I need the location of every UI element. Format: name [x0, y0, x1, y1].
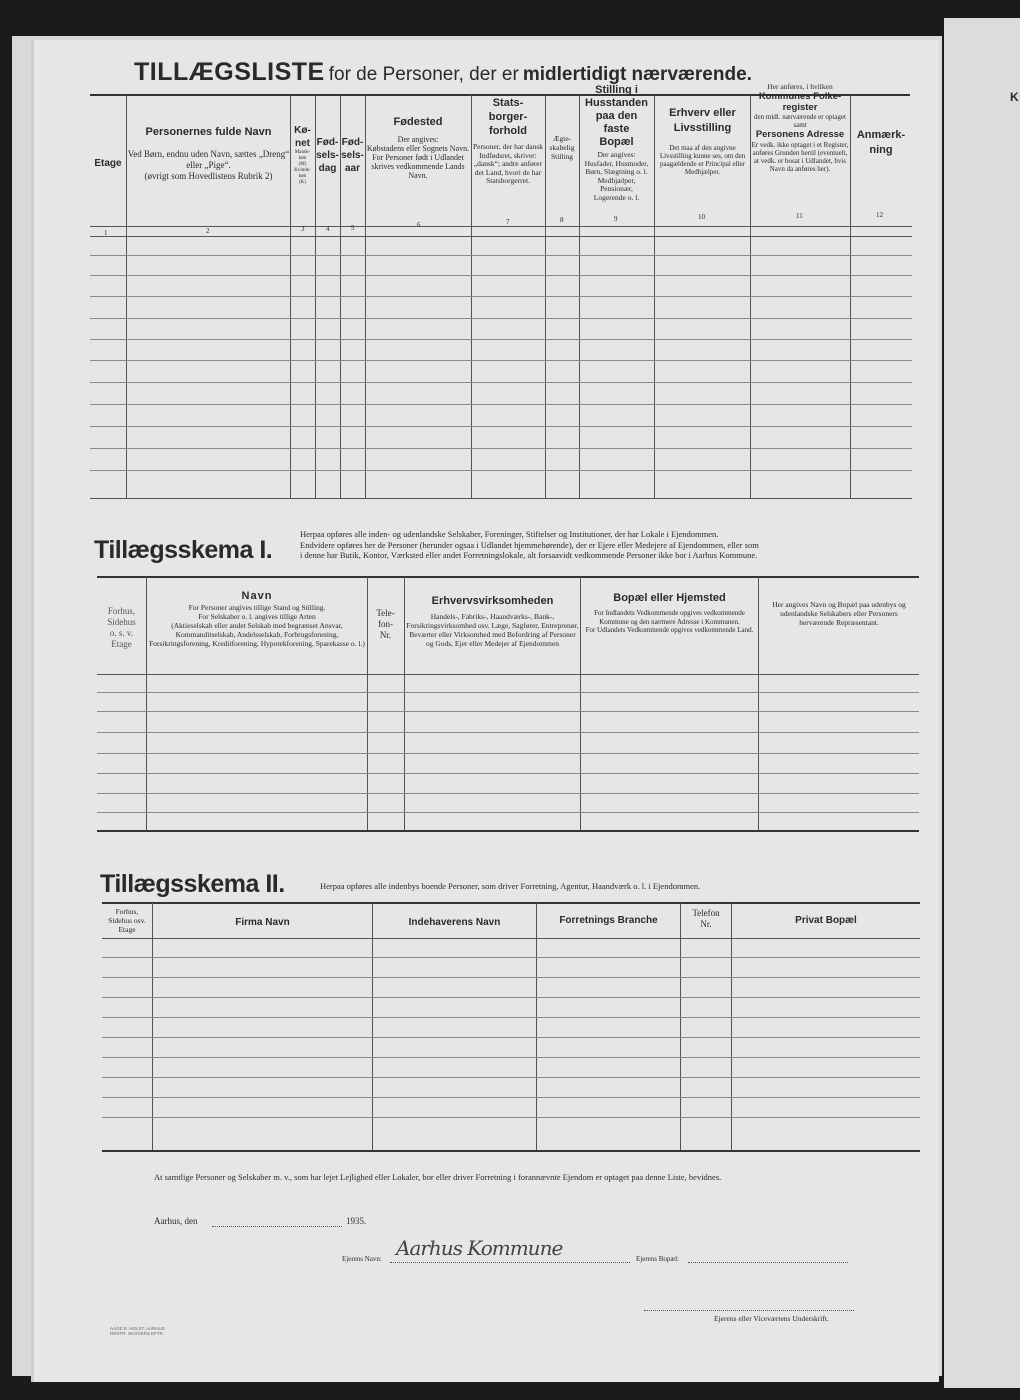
s2-row-line: [102, 997, 920, 998]
s1-col-business-header: [405, 595, 580, 648]
skema1-desc-line1: Herpaa opføres alle inden- og udenlandske Selskaber, Foreninger, Stiftelser og Institutioner, der har Lokale i Ejendommen.: [300, 529, 719, 539]
skema1-header-rule: [97, 674, 919, 675]
col-num: 9: [614, 215, 618, 223]
t1-row-line: [90, 360, 912, 361]
title-bold: TILLÆGSLISTE: [134, 58, 325, 86]
s2-vline: [152, 903, 153, 1150]
owner-name-field: [390, 1262, 630, 1263]
col-citizenship-header: [471, 96, 545, 186]
s1-row-line: [97, 793, 919, 794]
s1-col-representative: Her angives Navn og Bopæl paa udenbys og udenlandske Selskabers eller Personers herværende Repræsentant.: [772, 600, 906, 627]
col-birthplace-title: Fødested: [393, 116, 443, 128]
col-birthplace-sub: Der angives: Købstadens eller Sognets Navn. For Personer født i Udlandet skrives vedkommende Lands Navn.: [366, 135, 470, 180]
place-label: Aarhus, den: [154, 1216, 198, 1226]
skema2-top-rule: [102, 902, 920, 904]
col-sex-header: [290, 124, 315, 186]
s1-row-line: [97, 692, 919, 693]
col-occupation-header: [655, 106, 750, 176]
col-birthyear-title: Fød- sels- aar: [341, 137, 364, 174]
col-remark-title: Anmærk- ning: [856, 129, 906, 156]
s2-row-line: [102, 1057, 920, 1058]
owner-name-label: Ejerens Navn:: [342, 1255, 382, 1263]
col-num: 11: [796, 212, 803, 220]
col-household-header: [579, 84, 654, 202]
t1-row-line: [90, 470, 912, 471]
skema2-bottom-rule: [102, 1150, 920, 1152]
col-etage-title: Etage: [94, 158, 122, 169]
col-citizenship-title: Stats- borger- forhold: [488, 97, 528, 137]
s2-row-line: [102, 957, 920, 958]
s2-col-phone: Telefon Nr.: [692, 908, 720, 929]
col-household-title: Stilling i Husstanden paa den faste Bopæl: [585, 84, 648, 148]
adjacent-page: [944, 18, 1020, 1388]
col-num: 4: [326, 225, 330, 233]
skema1-desc-line3: i denne har Butik, Kontor, Værksted eller andet Forretningslokale, alt forsaavidt vedkommende Personer ikke bor i Aarhus Kommune.: [300, 550, 758, 560]
s2-row-line: [102, 1077, 920, 1078]
s2-col-private-address: Privat Bopæl: [795, 915, 857, 926]
col-address-sub-mid: den midl. nærværende er optaget samt: [754, 113, 846, 129]
s1-col-name-sub: For Personer angives tillige Stand og Stilling. For Selskaber o. l. angives tillige Arten (Aktieselskab eller andet Selskab med begrænset Ansvar, Kommanditselskab, Andelsselskab, Forbrugsforening, Forsikringsforening, Kreditforening, Hypotekforening, Sparekasse o. l.): [149, 603, 365, 648]
owner-signature: Aarhus Kommune: [396, 1236, 563, 1260]
table1-header-rule: [90, 226, 912, 227]
owner-address-field: [688, 1262, 848, 1263]
s1-row-line: [97, 773, 919, 774]
col-name-title: Personernes fulde Navn: [145, 126, 272, 138]
s2-col-owner: Indehaverens Navn: [408, 917, 501, 928]
s1-col-phone: Tele- fon- Nr.: [376, 608, 395, 640]
skema2-title: Tillægsskema II.: [100, 870, 285, 898]
t1-row-line: [90, 318, 912, 319]
s2-col-etage: Forhus, Sidehus osv. Etage: [108, 907, 146, 934]
s2-vline: [731, 903, 732, 1150]
skema1-title: Tillægsskema I.: [94, 536, 273, 564]
col-num: 12: [876, 211, 883, 219]
s2-col-branch: Forretnings Branche: [559, 915, 658, 926]
col-num: 3: [301, 225, 305, 233]
s2-vline: [680, 903, 681, 1150]
s2-row-line: [102, 1037, 920, 1038]
col-num: 7: [506, 218, 510, 226]
col-address-sub: Er vedk. ikke optaget i et Register, anføres Grunden hertil (eventuelt, at vedk. er bosat i Udlandet, hvis Navn da anføres her).: [751, 141, 849, 173]
col-household-sub: Der angives: Husfader, Husmoder, Børn, Slægtning o. l. Medhjælper, Pensionær, Logerende o. l.: [584, 150, 649, 202]
s1-col-residence-sub: For Indlandets Vedkommende opgives vedkommende Kommune og den nærmere Adresse i Kommunen. For Udlandets Vedkommende opgives vedkommende Land.: [585, 609, 754, 634]
skema2-description: Herpaa opføres alle indenbys boende Personer, som driver Forretning, Agentur, Haandværk o. l. i Ejendommen.: [320, 881, 701, 891]
t1-row-line: [90, 275, 912, 276]
skema1-top-rule: [97, 576, 919, 578]
s2-row-line: [102, 1017, 920, 1018]
s1-row-line: [97, 812, 919, 813]
s1-col-business-title: Erhvervsvirksomheden: [431, 595, 554, 607]
table1-bottom-rule: [90, 498, 912, 499]
s1-col-business-sub: Handels-, Fabriks-, Haandværks-, Bank-, Forsikringsvirksomhed osv. Læge, Sagfører, Entreprenør, Beværter eller Virksomhed med Befordring af Personer og Gods, Ejer eller Medejer af Ejendommen: [406, 612, 579, 648]
signature-line: [644, 1310, 854, 1311]
year-label: 1935.: [346, 1216, 367, 1226]
s1-row-line: [97, 711, 919, 712]
date-field: [212, 1226, 342, 1227]
col-address-sub-top: Her anføres, i hvilken: [767, 82, 833, 91]
s1-row-line: [97, 732, 919, 733]
col-sex-title: Kø- net: [294, 125, 311, 149]
form-page: [34, 40, 939, 1382]
s1-col-name-header: [147, 590, 367, 648]
t1-row-line: [90, 404, 912, 405]
skema1-bottom-rule: [97, 830, 919, 832]
skema1-description: [300, 529, 920, 561]
col-num: 1: [104, 229, 108, 237]
title-regular: for de Personer, der er: [328, 64, 519, 85]
col-num: 10: [698, 213, 705, 221]
t1-row-line: [90, 255, 912, 256]
col-name-sub: Ved Børn, endnu uden Navn, sættes „Dreng“ eller „Pige“. (øvrigt som Hovedlistens Rubrik 2): [127, 149, 290, 181]
s2-vline: [536, 903, 537, 1150]
signature-caption: Ejerens eller Viceværtens Underskrift.: [714, 1314, 829, 1323]
col-occupation-sub: Det maa af den angivne Livsstilling kunne ses, om den paagældende er Principal eller Medhjælper.: [659, 144, 746, 176]
s1-col-name-title: Navn: [241, 590, 273, 602]
t1-row-line: [90, 382, 912, 383]
s1-col-etage: Forhus, Sidehus o. s. v. Etage: [107, 606, 136, 649]
col-num: 2: [206, 227, 210, 235]
col-num: 6: [417, 221, 421, 229]
col-birthplace-header: [365, 116, 471, 180]
col-address-header: [750, 82, 850, 173]
col-num: 8: [560, 216, 564, 224]
t1-row-line: [90, 339, 912, 340]
adjacent-page-letter: K: [1010, 90, 1019, 104]
printer-imprint: AAGE E. HOLST, AARHUS RRSTR. SKOVERS EFTR.: [110, 1326, 165, 1336]
col-citizenship-sub: Personer, der har dansk Indfødsret, skriver: „dansk“; andre anfører det Land, hvori de har Statsborgerret.: [472, 142, 544, 185]
t1-row-line: [90, 296, 912, 297]
col-name-header: [127, 126, 290, 182]
owner-address-label: Ejerens Bopæl:: [636, 1255, 679, 1263]
t1-row-line: [90, 426, 912, 427]
col-address-title: Personens Adresse: [755, 129, 845, 140]
title-bold-end: midlertidigt nærværende.: [522, 64, 752, 85]
col-sex-sub: Mands- køn (M) Kvinde- køn (K): [294, 150, 311, 185]
s2-col-firm: Firma Navn: [235, 917, 290, 928]
t1-row-line: [90, 448, 912, 449]
col-address-bold: Kommunes Folke- register: [758, 91, 842, 113]
col-num: 5: [351, 224, 355, 232]
skema1-desc-line2: Endvidere opføres her de Personer (herunder ogsaa i Udlandet hjemmehørende), der er Ejere eller Medejere af Ejendommen, eller som: [300, 539, 759, 550]
table1-header-rule2: [90, 236, 912, 237]
certification-text: At samtlige Personer og Selskaber m. v., som har lejet Lejlighed eller Lokaler, bor eller driver Forretning i forannævnte Ejendom er optaget paa denne Liste, bevidnes.: [154, 1172, 722, 1182]
col-marital-sub: Ægte- skabelig Stilling: [549, 134, 575, 161]
s2-row-line: [102, 1117, 920, 1118]
col-occupation-title: Erhverv eller Livsstilling: [669, 107, 736, 134]
s2-vline: [372, 903, 373, 1150]
skema2-header-rule: [102, 938, 920, 939]
s2-row-line: [102, 1097, 920, 1098]
s1-col-residence-header: [581, 592, 758, 635]
s2-row-line: [102, 977, 920, 978]
s1-col-residence-title: Bopæl eller Hjemsted: [613, 592, 726, 604]
col-birthday-title: Fød- sels- dag: [316, 137, 339, 174]
s1-row-line: [97, 753, 919, 754]
